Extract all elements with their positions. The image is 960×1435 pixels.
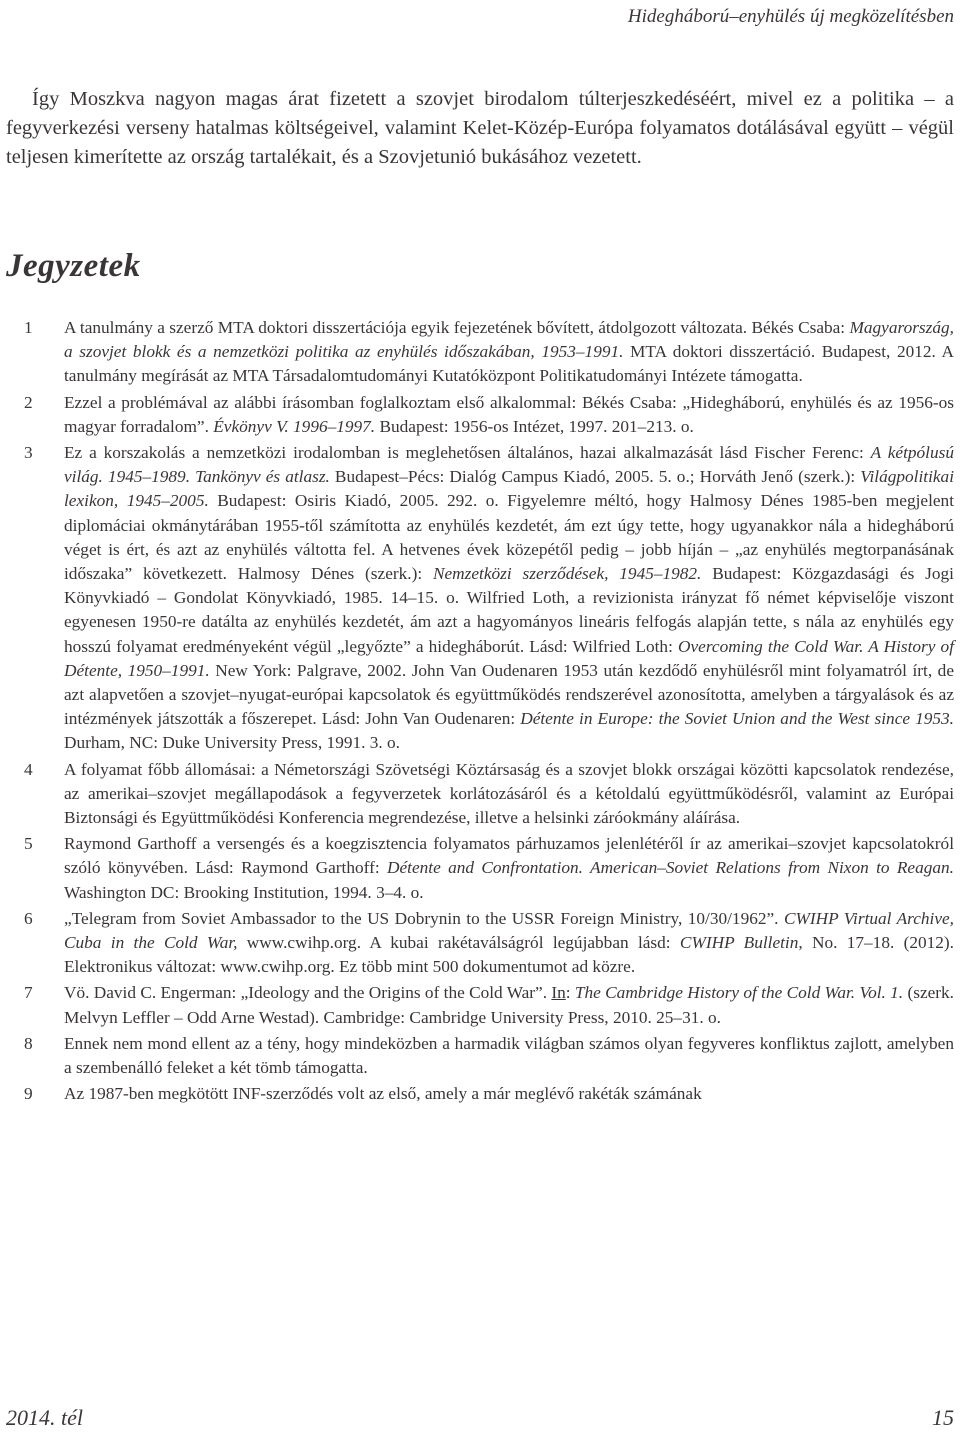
footnote-text: [64, 316, 954, 389]
citation-title: Overcoming the Cold War. A History of Détente, 1950–1991.: [64, 636, 954, 680]
citation-title: Détente and Confrontation. American–Soviet Relations from Nixon to Reagan.: [387, 858, 954, 878]
footnote-text: [64, 391, 954, 439]
running-header: Hidegháború–enyhülés új megközelítésben: [627, 6, 954, 27]
body-paragraph: Így Moszkva nagyon magas árat fizetett a szovjet birodalom túlterjeszkedéséért, mivel ez a politika – a fegyverkezési verseny hatalmas költségeivel, valamint Kelet-Közép-Európa folyamatos dotálásával együtt – végül teljesen kimerítette az ország tartalékait, és a Szovjetunió bukásához vezetett.: [6, 88, 954, 168]
footnote-segment: Washington DC: Brooking Institution, 1994. 3–4. o.: [64, 882, 424, 902]
footnote: [6, 907, 954, 980]
footnote-segment: www.cwihp.org. A kubai rakétaválságról legújabban lásd:: [237, 933, 680, 953]
footnote-number: 5: [24, 834, 33, 854]
footnote-text: [64, 832, 954, 905]
footnote-segment: :: [565, 983, 575, 1003]
footnote-text: [64, 1032, 954, 1080]
footnote-text: [64, 1082, 954, 1106]
footnote-segment: Vö. David C. Engerman: „Ideology and the Origins of the Cold War”.: [64, 983, 552, 1003]
footer-issue: 2014. tél: [6, 1405, 83, 1430]
footnote: [6, 981, 954, 1029]
footnote-segment: New York: Palgrave, 2002. John Van Oudenaren 1953 után kezdődő enyhülésről mint folyamatról írt, de azt alapvetően a szovjet–nyugat-európai kapcsolatok és együttműködés rendszerével azonosította, amelyben a tárgyalások és az intézmények játszották a főszerepet. Lásd: John Van Oudenaren:: [64, 660, 954, 729]
underlined-text: In: [551, 983, 566, 1003]
footnote-segment: Budapest–Pécs: Dialóg Campus Kiadó, 2005. 5. o.; Horváth Jenő (szerk.):: [329, 467, 861, 487]
footnote: [6, 316, 954, 389]
citation-title: Világpolitikai lexikon, 1945–2005.: [64, 467, 954, 511]
footnote-number: 7: [24, 983, 33, 1003]
footnote-number: 9: [24, 1084, 33, 1104]
footnote: [6, 832, 954, 905]
citation-title: Nemzetközi szerződések, 1945–1982.: [432, 564, 702, 584]
footnote-segment: A folyamat főbb állomásai: a Németországi Szövetségi Köztársaság és a szovjet blokk országai közötti kapcsolatok rendezése, az amerikai–szovjet megállapodások a fegyverzetek korlátozásáról és a kétoldalú együttműködésről, valamint az Európai Biztonsági és Együttműködési Konferencia megrendezése, illetve a helsinki záróokmány aláírása.: [64, 759, 954, 828]
citation-title: Évkönyv V. 1996–1997.: [213, 416, 376, 436]
citation-title: A kétpólusú világ. 1945–1989. Tankönyv és atlasz.: [64, 443, 954, 487]
footnote-segment: MTA doktori disszertáció. Budapest, 2012. A tanulmány megírását az MTA Társadalomtudományi Kutatóközpont Politikatudományi Intézete támogatta.: [64, 342, 954, 386]
footnotes-list: [6, 316, 954, 1109]
footnote-segment: , No. 17–18. (2012). Elektronikus változat: www.cwihp.org. Ez több mint 500 dokumentumot ad közre.: [64, 933, 954, 977]
footnote-segment: Ez a korszakolás a nemzetközi irodalomban is meglehetősen általános, hazai alkalmazását lásd Fischer Ferenc:: [64, 443, 871, 463]
footnote-segment: Durham, NC: Duke University Press, 1991. 3. o.: [64, 733, 400, 753]
footnote-segment: Budapest: 1956-os Intézet, 1997. 201–213. o.: [375, 416, 694, 436]
footnote-number: 4: [24, 759, 33, 779]
citation-title: CWIHP Virtual Archive, Cuba in the Cold War,: [64, 908, 955, 953]
citation-title: Magyarország, a szovjet blokk és a nemzetközi politika az enyhülés időszakában, 1953–1991.: [64, 318, 954, 362]
citation-title: The Cambridge History of the Cold War. Vol. 1.: [574, 983, 904, 1003]
footnote-text: [64, 758, 954, 831]
footnote-segment: Ezzel a problémával az alábbi írásomban foglalkoztam első alkalommal: Békés Csaba: „Hidegháború, enyhülés és az 1956-os magyar forradalom”.: [64, 392, 954, 436]
footnote-number: 8: [24, 1033, 33, 1053]
citation-title: Détente in Europe: the Soviet Union and the West since 1953.: [520, 709, 954, 729]
footnote-segment: Budapest: Közgazdasági és Jogi Könyvkiadó – Gondolat Könyvkiadó, 1985. 14–15. o. Wilfried Loth, a revizionista irányzat fő német képviselője viszont egyenesen 1950-re datálta az enyhülés kezdetét, ám azt a hagyományos lineáris felfogás alapján tette, s nála az enyhülés egy hosszú folyamat eredményeként végül „legyőzte” a hidegháborút. Lásd: Wilfried Loth:: [64, 564, 954, 656]
footnote: [6, 758, 954, 831]
footnote-text: [64, 441, 954, 756]
footnote-text: [64, 981, 954, 1029]
footnote-segment: Az 1987-ben megkötött INF-szerződés volt az első, amely a már meglévő rakéták számának: [64, 1084, 702, 1104]
footnote-number: 3: [24, 443, 33, 463]
footnote-segment: Budapest: Osiris Kiadó, 2005. 292. o. Figyelemre méltó, hogy Halmosy Dénes 1985-ben megjelent diplomáciai okmánytárában 1955-től számította az enyhülés kezdetét, ám ezt úgy tette, hogy ugyanakkor nála a hidegháború véget is ért, és azt az enyhülés váltotta fel. A hetvenes évek közepétől pedig – jobb híján – „az enyhülés megtorpanásának időszaka” következett. Halmosy Dénes (szerk.):: [64, 491, 954, 584]
footnote: [6, 391, 954, 439]
footnote-segment: Ennek nem mond ellent az a tény, hogy mindeközben a harmadik világban számos olyan fegyveres konfliktus zajlott, amelyben a szembenálló feleket a két tömb támogatta.: [64, 1033, 954, 1078]
footnote-text: [64, 907, 954, 980]
citation-title: CWIHP Bulletin: [679, 933, 799, 953]
footnote-number: 2: [24, 392, 33, 412]
footnote: [6, 1032, 954, 1080]
footnote-segment: (szerk. Melvyn Leffler – Odd Arne Westad). Cambridge: Cambridge University Press, 2010. 25–31. o.: [64, 983, 955, 1027]
footnote-number: 1: [24, 318, 33, 337]
footnote: [6, 1082, 954, 1106]
notes-section-title: Jegyzetek: [6, 248, 141, 284]
footnote-segment: „Telegram from Soviet Ambassador to the US Dobrynin to the USSR Foreign Ministry, 10/30/1962”.: [64, 908, 784, 928]
page-number: 15: [932, 1405, 954, 1430]
footnote-segment: A tanulmány a szerző MTA doktori disszertációja egyik fejezetének bővített, átdolgozott változata. Békés Csaba:: [64, 318, 850, 337]
footnote-number: 6: [24, 908, 33, 928]
footnote: [6, 441, 954, 756]
footnote-segment: Raymond Garthoff a versengés és a koegzisztencia folyamatos párhuzamos jelenlétéről ír az amerikai–szovjet kapcsolatokról szóló könyvében. Lásd: Raymond Garthoff:: [64, 834, 954, 878]
